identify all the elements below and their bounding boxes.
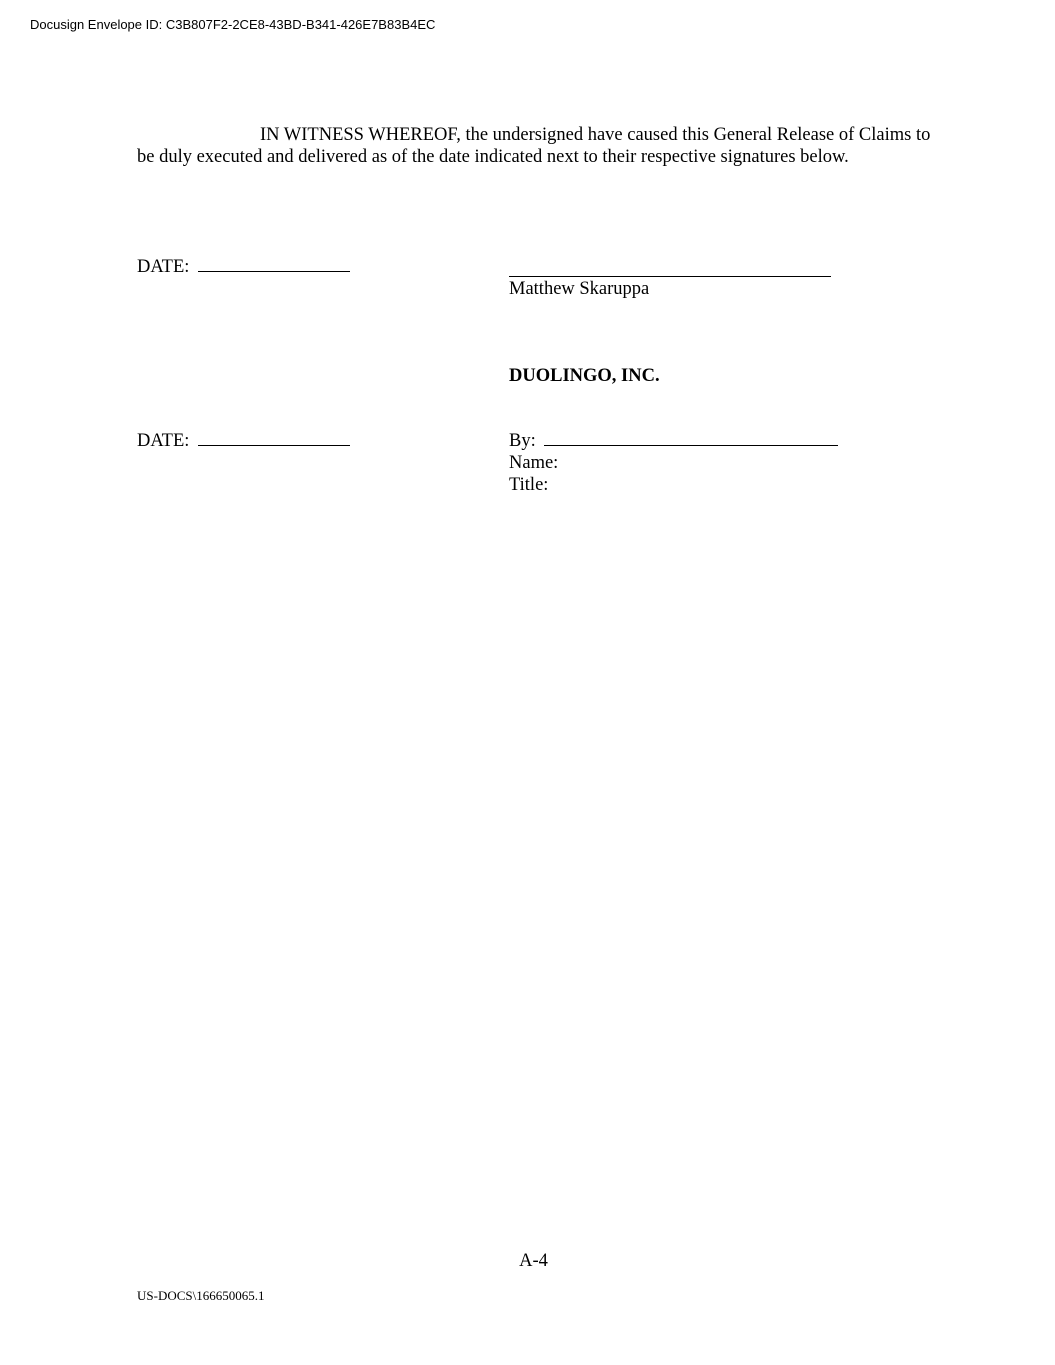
by-label: By: — [509, 431, 536, 451]
company-name: DUOLINGO, INC. — [509, 366, 660, 386]
date-label: DATE: — [137, 257, 190, 277]
page-number: A-4 — [519, 1251, 548, 1271]
title-label: Title: — [509, 475, 549, 495]
envelope-id: Docusign Envelope ID: C3B807F2-2CE8-43BD-B341-426E7B83B4EC — [30, 17, 436, 32]
by-field — [509, 430, 838, 452]
date-blank-line — [198, 431, 350, 446]
date-label: DATE: — [137, 431, 190, 451]
date-field-1 — [137, 256, 350, 278]
witness-paragraph: IN WITNESS WHEREOF, the undersigned have caused this General Release of Claims to be duly executed and delivered as of the date indicated next to their respective signatures below. — [137, 125, 931, 167]
date-blank-line — [198, 257, 350, 272]
by-blank-line — [544, 431, 838, 446]
signer-name: Matthew Skaruppa — [509, 279, 650, 299]
signature-line — [509, 262, 831, 277]
date-field-2 — [137, 430, 350, 452]
name-label: Name: — [509, 453, 559, 473]
document-id: US-DOCS\166650065.1 — [137, 1288, 265, 1303]
